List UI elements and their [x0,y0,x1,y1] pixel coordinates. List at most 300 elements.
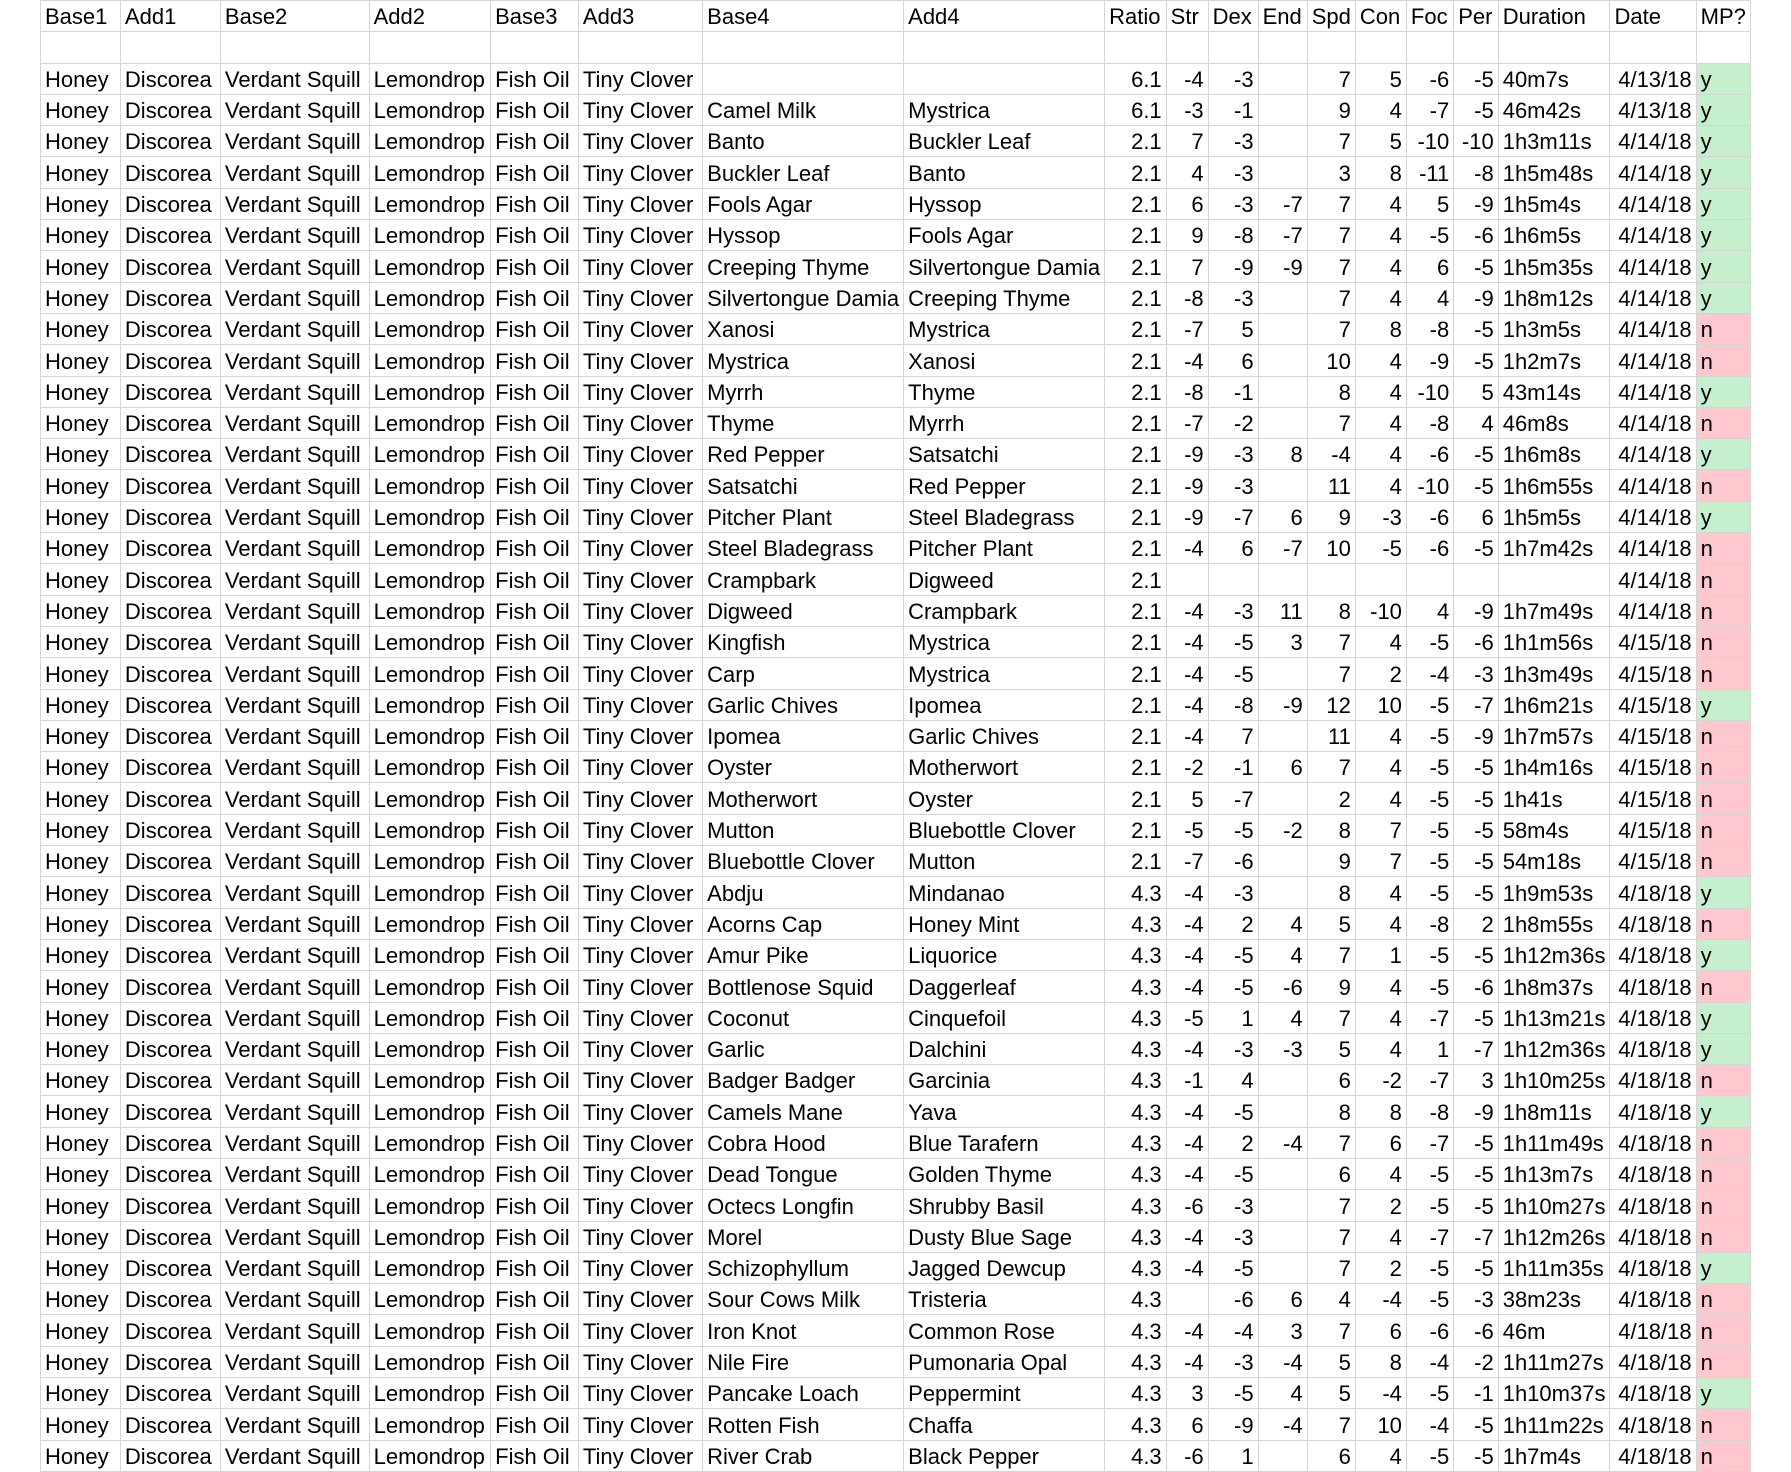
cell-duration[interactable]: 1h11m35s [1498,1252,1610,1283]
cell-add3[interactable]: Tiny Clover [578,1346,702,1377]
cell-foc[interactable]: -5 [1406,720,1453,751]
cell-add2[interactable]: Lemondrop [369,470,491,501]
cell-str[interactable]: -4 [1166,877,1208,908]
cell-add1[interactable]: Discorea [120,752,220,783]
cell-date[interactable]: 4/18/18 [1610,877,1696,908]
cell-end[interactable] [1258,1252,1307,1283]
cell-base3[interactable]: Fish Oil [491,1440,579,1471]
cell-base4[interactable]: Camels Mane [703,1096,904,1127]
cell-add2[interactable]: Lemondrop [369,313,491,344]
cell-base1[interactable]: Honey [41,313,121,344]
cell-per[interactable]: -5 [1454,846,1498,877]
column-header-base3[interactable]: Base3 [491,1,579,32]
cell-base2[interactable]: Verdant Squill [220,626,369,657]
cell-str[interactable]: -5 [1166,1002,1208,1033]
cell-mp[interactable]: y [1696,939,1750,970]
cell-date[interactable]: 4/14/18 [1610,282,1696,313]
cell-per[interactable]: -5 [1454,533,1498,564]
cell-foc[interactable]: 5 [1406,188,1453,219]
cell-add1[interactable]: Discorea [120,1409,220,1440]
cell-mp[interactable]: n [1696,783,1750,814]
cell-base2[interactable]: Verdant Squill [220,533,369,564]
cell-per[interactable]: -3 [1454,658,1498,689]
cell-add1[interactable]: Discorea [120,1284,220,1315]
cell-date[interactable]: 4/18/18 [1610,939,1696,970]
empty-cell[interactable] [369,32,491,63]
cell-ratio[interactable]: 2.1 [1105,533,1167,564]
cell-base3[interactable]: Fish Oil [491,1002,579,1033]
cell-con[interactable]: 10 [1355,1409,1406,1440]
cell-con[interactable]: 4 [1355,94,1406,125]
cell-date[interactable]: 4/14/18 [1610,126,1696,157]
cell-per[interactable]: -5 [1454,1252,1498,1283]
cell-base1[interactable]: Honey [41,1409,121,1440]
cell-ratio[interactable]: 2.1 [1105,376,1167,407]
cell-con[interactable]: 10 [1355,689,1406,720]
cell-add4[interactable]: Thyme [904,376,1105,407]
cell-spd[interactable]: 6 [1307,1440,1355,1471]
cell-foc[interactable]: -5 [1406,877,1453,908]
cell-add1[interactable]: Discorea [120,376,220,407]
cell-add4[interactable]: Pitcher Plant [904,533,1105,564]
cell-ratio[interactable]: 4.3 [1105,1252,1167,1283]
column-header-add4[interactable]: Add4 [904,1,1105,32]
cell-dex[interactable]: -3 [1208,1190,1258,1221]
cell-mp[interactable]: y [1696,1096,1750,1127]
cell-foc[interactable]: -8 [1406,908,1453,939]
cell-add1[interactable]: Discorea [120,188,220,219]
cell-base1[interactable]: Honey [41,1252,121,1283]
cell-add1[interactable]: Discorea [120,908,220,939]
cell-mp[interactable]: n [1696,595,1750,626]
cell-per[interactable]: -6 [1454,220,1498,251]
cell-str[interactable]: -6 [1166,1440,1208,1471]
cell-base4[interactable]: Coconut [703,1002,904,1033]
cell-con[interactable]: 4 [1355,376,1406,407]
cell-add4[interactable]: Pumonaria Opal [904,1346,1105,1377]
cell-base1[interactable]: Honey [41,407,121,438]
cell-con[interactable]: 8 [1355,313,1406,344]
cell-dex[interactable]: -5 [1208,1252,1258,1283]
cell-add1[interactable]: Discorea [120,595,220,626]
cell-add3[interactable]: Tiny Clover [578,63,702,94]
cell-mp[interactable]: n [1696,407,1750,438]
cell-foc[interactable]: -6 [1406,439,1453,470]
cell-per[interactable]: -3 [1454,1284,1498,1315]
cell-base3[interactable]: Fish Oil [491,345,579,376]
cell-add3[interactable]: Tiny Clover [578,1127,702,1158]
cell-date[interactable]: 4/18/18 [1610,1378,1696,1409]
cell-con[interactable]: 6 [1355,1315,1406,1346]
cell-foc[interactable]: -5 [1406,220,1453,251]
empty-cell[interactable] [1696,32,1750,63]
empty-cell[interactable] [904,32,1105,63]
cell-duration[interactable]: 1h10m25s [1498,1065,1610,1096]
cell-add4[interactable]: Banto [904,157,1105,188]
cell-str[interactable]: -4 [1166,1252,1208,1283]
cell-per[interactable]: 6 [1454,501,1498,532]
cell-mp[interactable]: n [1696,1346,1750,1377]
cell-base4[interactable]: Red Pepper [703,439,904,470]
cell-dex[interactable]: -3 [1208,1221,1258,1252]
cell-add2[interactable]: Lemondrop [369,908,491,939]
cell-base1[interactable]: Honey [41,1065,121,1096]
cell-per[interactable]: -5 [1454,94,1498,125]
cell-end[interactable] [1258,282,1307,313]
cell-end[interactable]: 3 [1258,1315,1307,1346]
cell-base1[interactable]: Honey [41,971,121,1002]
cell-con[interactable]: 4 [1355,783,1406,814]
cell-end[interactable]: -3 [1258,1033,1307,1064]
cell-con[interactable]: 4 [1355,1002,1406,1033]
cell-add4[interactable]: Shrubby Basil [904,1190,1105,1221]
cell-base4[interactable]: Satsatchi [703,470,904,501]
cell-add2[interactable]: Lemondrop [369,439,491,470]
cell-add2[interactable]: Lemondrop [369,157,491,188]
cell-end[interactable] [1258,1221,1307,1252]
cell-con[interactable] [1355,564,1406,595]
cell-per[interactable]: -8 [1454,157,1498,188]
cell-add1[interactable]: Discorea [120,407,220,438]
column-header-date[interactable]: Date [1610,1,1696,32]
column-header-mp[interactable]: MP? [1696,1,1750,32]
cell-per[interactable]: -5 [1454,345,1498,376]
cell-end[interactable] [1258,720,1307,751]
cell-add4[interactable]: Garcinia [904,1065,1105,1096]
cell-str[interactable]: -9 [1166,470,1208,501]
cell-foc[interactable]: -5 [1406,814,1453,845]
cell-add2[interactable]: Lemondrop [369,376,491,407]
cell-base4[interactable]: Xanosi [703,313,904,344]
cell-base1[interactable]: Honey [41,626,121,657]
cell-con[interactable]: 2 [1355,1252,1406,1283]
cell-add4[interactable] [904,63,1105,94]
cell-base3[interactable]: Fish Oil [491,908,579,939]
cell-per[interactable]: -7 [1454,1221,1498,1252]
cell-spd[interactable]: 7 [1307,939,1355,970]
column-header-add1[interactable]: Add1 [120,1,220,32]
cell-duration[interactable]: 46m42s [1498,94,1610,125]
cell-foc[interactable]: -5 [1406,1252,1453,1283]
cell-add3[interactable]: Tiny Clover [578,595,702,626]
cell-base2[interactable]: Verdant Squill [220,1409,369,1440]
cell-add2[interactable]: Lemondrop [369,752,491,783]
cell-spd[interactable]: 8 [1307,1096,1355,1127]
cell-add3[interactable]: Tiny Clover [578,1158,702,1189]
cell-duration[interactable]: 1h11m22s [1498,1409,1610,1440]
cell-base2[interactable]: Verdant Squill [220,1440,369,1471]
cell-base1[interactable]: Honey [41,126,121,157]
cell-spd[interactable]: 11 [1307,720,1355,751]
cell-ratio[interactable]: 2.1 [1105,626,1167,657]
cell-spd[interactable]: 7 [1307,63,1355,94]
cell-end[interactable] [1258,1096,1307,1127]
cell-con[interactable]: 7 [1355,846,1406,877]
cell-add3[interactable]: Tiny Clover [578,157,702,188]
cell-base2[interactable]: Verdant Squill [220,1127,369,1158]
cell-base4[interactable]: Bottlenose Squid [703,971,904,1002]
cell-add1[interactable]: Discorea [120,1158,220,1189]
cell-str[interactable]: -7 [1166,846,1208,877]
cell-add2[interactable]: Lemondrop [369,1346,491,1377]
cell-base4[interactable]: Bluebottle Clover [703,846,904,877]
cell-duration[interactable]: 1h7m42s [1498,533,1610,564]
cell-end[interactable]: 4 [1258,939,1307,970]
cell-con[interactable]: 4 [1355,1033,1406,1064]
cell-base2[interactable]: Verdant Squill [220,251,369,282]
cell-ratio[interactable]: 2.1 [1105,470,1167,501]
cell-dex[interactable]: -9 [1208,1409,1258,1440]
cell-foc[interactable]: 4 [1406,595,1453,626]
cell-end[interactable] [1258,1190,1307,1221]
cell-duration[interactable]: 1h6m55s [1498,470,1610,501]
column-header-base1[interactable]: Base1 [41,1,121,32]
cell-con[interactable]: 8 [1355,157,1406,188]
cell-date[interactable]: 4/18/18 [1610,1033,1696,1064]
cell-add4[interactable]: Golden Thyme [904,1158,1105,1189]
cell-add3[interactable]: Tiny Clover [578,407,702,438]
cell-mp[interactable]: n [1696,1065,1750,1096]
cell-date[interactable]: 4/14/18 [1610,564,1696,595]
cell-str[interactable]: -4 [1166,658,1208,689]
cell-ratio[interactable]: 4.3 [1105,1440,1167,1471]
cell-add1[interactable]: Discorea [120,470,220,501]
cell-base3[interactable]: Fish Oil [491,407,579,438]
cell-foc[interactable]: -5 [1406,1378,1453,1409]
cell-add4[interactable]: Cinquefoil [904,1002,1105,1033]
cell-end[interactable] [1258,407,1307,438]
cell-mp[interactable]: n [1696,1440,1750,1471]
cell-per[interactable]: -5 [1454,439,1498,470]
cell-date[interactable]: 4/13/18 [1610,94,1696,125]
cell-dex[interactable]: -1 [1208,752,1258,783]
cell-base4[interactable]: Pitcher Plant [703,501,904,532]
cell-str[interactable]: 7 [1166,126,1208,157]
cell-ratio[interactable]: 4.3 [1105,1158,1167,1189]
cell-end[interactable] [1258,345,1307,376]
cell-foc[interactable]: -10 [1406,376,1453,407]
cell-base4[interactable]: Garlic Chives [703,689,904,720]
cell-add2[interactable]: Lemondrop [369,533,491,564]
empty-cell[interactable] [1454,32,1498,63]
cell-con[interactable]: -10 [1355,595,1406,626]
cell-dex[interactable]: 6 [1208,345,1258,376]
cell-dex[interactable]: -9 [1208,251,1258,282]
cell-con[interactable]: 4 [1355,877,1406,908]
cell-str[interactable]: -4 [1166,1315,1208,1346]
cell-end[interactable]: -4 [1258,1409,1307,1440]
cell-spd[interactable]: 7 [1307,188,1355,219]
cell-str[interactable]: 5 [1166,783,1208,814]
cell-con[interactable]: 5 [1355,126,1406,157]
cell-add1[interactable]: Discorea [120,658,220,689]
cell-spd[interactable]: 7 [1307,1315,1355,1346]
cell-spd[interactable]: 5 [1307,1033,1355,1064]
column-header-add3[interactable]: Add3 [578,1,702,32]
cell-add2[interactable]: Lemondrop [369,251,491,282]
cell-end[interactable] [1258,658,1307,689]
cell-str[interactable] [1166,1284,1208,1315]
cell-foc[interactable]: -6 [1406,63,1453,94]
cell-add1[interactable]: Discorea [120,971,220,1002]
cell-base3[interactable]: Fish Oil [491,251,579,282]
column-header-per[interactable]: Per [1454,1,1498,32]
cell-date[interactable]: 4/13/18 [1610,63,1696,94]
cell-ratio[interactable]: 2.1 [1105,783,1167,814]
column-header-spd[interactable]: Spd [1307,1,1355,32]
cell-foc[interactable]: -5 [1406,783,1453,814]
cell-date[interactable]: 4/18/18 [1610,1127,1696,1158]
cell-spd[interactable]: 9 [1307,94,1355,125]
cell-add4[interactable]: Jagged Dewcup [904,1252,1105,1283]
cell-con[interactable]: 4 [1355,908,1406,939]
cell-base2[interactable]: Verdant Squill [220,501,369,532]
cell-mp[interactable]: y [1696,1033,1750,1064]
cell-ratio[interactable]: 4.3 [1105,1409,1167,1440]
cell-base3[interactable]: Fish Oil [491,470,579,501]
cell-spd[interactable]: 7 [1307,251,1355,282]
cell-add4[interactable]: Garlic Chives [904,720,1105,751]
cell-duration[interactable]: 1h8m37s [1498,971,1610,1002]
cell-base1[interactable]: Honey [41,752,121,783]
cell-base3[interactable]: Fish Oil [491,1127,579,1158]
column-header-ratio[interactable]: Ratio [1105,1,1167,32]
cell-ratio[interactable]: 6.1 [1105,63,1167,94]
cell-ratio[interactable]: 2.1 [1105,126,1167,157]
cell-end[interactable] [1258,846,1307,877]
cell-add2[interactable]: Lemondrop [369,1284,491,1315]
cell-ratio[interactable]: 4.3 [1105,939,1167,970]
cell-per[interactable]: -9 [1454,595,1498,626]
cell-dex[interactable]: -8 [1208,220,1258,251]
cell-foc[interactable]: -5 [1406,1158,1453,1189]
cell-base1[interactable]: Honey [41,658,121,689]
cell-base3[interactable]: Fish Oil [491,1221,579,1252]
cell-base1[interactable]: Honey [41,1158,121,1189]
cell-base2[interactable]: Verdant Squill [220,407,369,438]
cell-mp[interactable]: y [1696,1252,1750,1283]
cell-duration[interactable]: 1h2m7s [1498,345,1610,376]
cell-date[interactable]: 4/15/18 [1610,846,1696,877]
cell-add1[interactable]: Discorea [120,1252,220,1283]
cell-base2[interactable]: Verdant Squill [220,1284,369,1315]
cell-add4[interactable]: Creeping Thyme [904,282,1105,313]
cell-add4[interactable]: Ipomea [904,689,1105,720]
cell-add2[interactable]: Lemondrop [369,188,491,219]
cell-mp[interactable]: y [1696,63,1750,94]
cell-base1[interactable]: Honey [41,157,121,188]
cell-add2[interactable]: Lemondrop [369,126,491,157]
cell-foc[interactable]: -9 [1406,345,1453,376]
cell-base2[interactable]: Verdant Squill [220,1158,369,1189]
cell-str[interactable]: 9 [1166,220,1208,251]
empty-cell[interactable] [1406,32,1453,63]
column-header-duration[interactable]: Duration [1498,1,1610,32]
cell-base2[interactable]: Verdant Squill [220,752,369,783]
cell-spd[interactable]: 3 [1307,157,1355,188]
cell-base2[interactable]: Verdant Squill [220,1065,369,1096]
cell-duration[interactable]: 1h6m21s [1498,689,1610,720]
cell-spd[interactable]: 7 [1307,313,1355,344]
cell-str[interactable]: -8 [1166,282,1208,313]
cell-per[interactable]: -5 [1454,63,1498,94]
empty-cell[interactable] [1258,32,1307,63]
cell-foc[interactable]: -10 [1406,470,1453,501]
cell-date[interactable]: 4/14/18 [1610,220,1696,251]
cell-base4[interactable]: Motherwort [703,783,904,814]
cell-per[interactable]: -7 [1454,689,1498,720]
cell-base2[interactable]: Verdant Squill [220,470,369,501]
cell-duration[interactable]: 46m [1498,1315,1610,1346]
cell-base2[interactable]: Verdant Squill [220,1002,369,1033]
cell-foc[interactable]: -6 [1406,533,1453,564]
cell-con[interactable]: 2 [1355,658,1406,689]
cell-base4[interactable]: Nile Fire [703,1346,904,1377]
cell-end[interactable]: 4 [1258,908,1307,939]
cell-dex[interactable]: -6 [1208,846,1258,877]
cell-foc[interactable]: -7 [1406,1002,1453,1033]
cell-add3[interactable]: Tiny Clover [578,939,702,970]
cell-add3[interactable]: Tiny Clover [578,908,702,939]
cell-base3[interactable]: Fish Oil [491,63,579,94]
cell-ratio[interactable]: 4.3 [1105,908,1167,939]
cell-add3[interactable]: Tiny Clover [578,689,702,720]
cell-mp[interactable]: n [1696,470,1750,501]
cell-foc[interactable]: -7 [1406,1065,1453,1096]
cell-add2[interactable]: Lemondrop [369,1127,491,1158]
cell-duration[interactable]: 1h11m27s [1498,1346,1610,1377]
cell-base4[interactable]: River Crab [703,1440,904,1471]
cell-per[interactable]: 5 [1454,376,1498,407]
cell-date[interactable]: 4/18/18 [1610,1065,1696,1096]
cell-base2[interactable]: Verdant Squill [220,846,369,877]
cell-base1[interactable]: Honey [41,1127,121,1158]
cell-base4[interactable]: Crampbark [703,564,904,595]
cell-add1[interactable]: Discorea [120,251,220,282]
cell-ratio[interactable]: 2.1 [1105,501,1167,532]
cell-base4[interactable]: Myrrh [703,376,904,407]
cell-base2[interactable]: Verdant Squill [220,877,369,908]
cell-spd[interactable]: -4 [1307,439,1355,470]
cell-add2[interactable]: Lemondrop [369,407,491,438]
cell-str[interactable]: -4 [1166,1158,1208,1189]
cell-end[interactable] [1258,470,1307,501]
cell-add1[interactable]: Discorea [120,94,220,125]
cell-dex[interactable]: -5 [1208,626,1258,657]
cell-base3[interactable]: Fish Oil [491,376,579,407]
cell-add1[interactable]: Discorea [120,846,220,877]
cell-add2[interactable]: Lemondrop [369,939,491,970]
cell-mp[interactable]: y [1696,376,1750,407]
cell-add4[interactable]: Mystrica [904,94,1105,125]
cell-add3[interactable]: Tiny Clover [578,877,702,908]
cell-base4[interactable]: Banto [703,126,904,157]
cell-add1[interactable]: Discorea [120,877,220,908]
cell-dex[interactable]: -5 [1208,658,1258,689]
cell-base3[interactable]: Fish Oil [491,282,579,313]
cell-dex[interactable]: -3 [1208,126,1258,157]
cell-date[interactable]: 4/15/18 [1610,626,1696,657]
cell-base3[interactable]: Fish Oil [491,1346,579,1377]
cell-add2[interactable]: Lemondrop [369,783,491,814]
column-header-con[interactable]: Con [1355,1,1406,32]
cell-base1[interactable]: Honey [41,814,121,845]
cell-add2[interactable]: Lemondrop [369,220,491,251]
cell-add4[interactable]: Oyster [904,783,1105,814]
cell-str[interactable]: 6 [1166,1409,1208,1440]
cell-dex[interactable]: -3 [1208,877,1258,908]
cell-mp[interactable]: y [1696,1378,1750,1409]
